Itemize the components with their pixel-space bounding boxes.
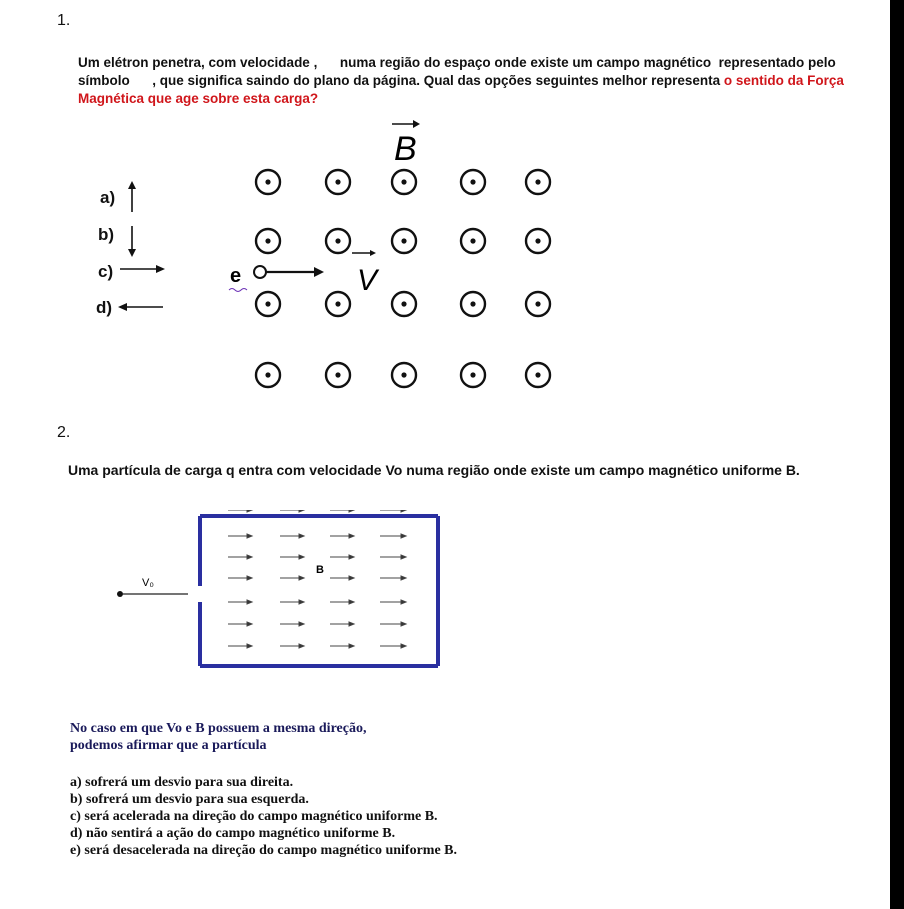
option-d-label: d) bbox=[96, 298, 113, 317]
down-arrow-icon bbox=[125, 224, 139, 258]
field-out-icon bbox=[392, 292, 416, 316]
v0-label: V₀ bbox=[142, 577, 154, 589]
answer-d: d) não sentirá a ação do campo magnético uniforme B. bbox=[70, 826, 396, 841]
right-edge-bar bbox=[890, 0, 904, 909]
field-out-icon bbox=[526, 363, 550, 387]
question-2-number: 2. bbox=[57, 424, 71, 441]
field-out-icon bbox=[392, 363, 416, 387]
q1-line3: Magnética que age sobre esta carga? bbox=[78, 91, 319, 106]
field-out-icon bbox=[326, 292, 350, 316]
field-lines bbox=[228, 510, 406, 648]
field-out-icon bbox=[526, 170, 550, 194]
question-1-text bbox=[78, 54, 844, 108]
answer-b: b) sofrerá um desvio para sua esquerda. bbox=[70, 792, 309, 807]
field-out-icon bbox=[326, 229, 350, 253]
field-out-icon bbox=[256, 363, 280, 387]
field-out-icon bbox=[256, 292, 280, 316]
field-out-icon bbox=[392, 170, 416, 194]
magnetic-field-diagram bbox=[220, 110, 580, 400]
field-out-icon bbox=[256, 170, 280, 194]
option-a-label: a) bbox=[100, 188, 116, 207]
q1-line2 bbox=[78, 72, 844, 90]
q1-line1: Um elétron penetra, com velocidade , numa região do espaço onde existe um campo magnético representado pelo bbox=[78, 55, 836, 70]
answer-e: e) será desacelerada na direção do campo magnético uniforme B. bbox=[70, 843, 458, 858]
answer-c: c) será acelerada na direção do campo magnético uniforme B. bbox=[70, 809, 438, 824]
field-out-icon bbox=[461, 229, 485, 253]
question-1-number: 1. bbox=[57, 12, 71, 29]
option-b-label: b) bbox=[98, 225, 115, 244]
field-out-icon bbox=[461, 292, 485, 316]
option-c-label: c) bbox=[98, 262, 114, 281]
q2-intro-line1: No caso em que Vo e B possuem a mesma direção, bbox=[70, 721, 367, 736]
electron-icon bbox=[254, 266, 266, 278]
field-out-icon bbox=[326, 363, 350, 387]
electron-label: e bbox=[230, 265, 242, 287]
left-arrow-icon bbox=[117, 300, 165, 314]
b-vector-label: B bbox=[394, 130, 417, 168]
question-2-text: Uma partícula de carga q entra com velocidade Vo numa região onde existe um campo magnético uniforme B. bbox=[68, 462, 800, 478]
q1-line2-red: o sentido da Força bbox=[720, 73, 844, 88]
field-out-icon bbox=[256, 229, 280, 253]
field-out-icon bbox=[392, 229, 416, 253]
field-out-icon bbox=[326, 170, 350, 194]
q2-intro-line2: podemos afirmar que a partícula bbox=[70, 738, 267, 753]
answer-a: a) sofrerá um desvio para sua direita. bbox=[70, 775, 294, 790]
uniform-field-diagram bbox=[108, 510, 443, 670]
velocity-label: V bbox=[357, 264, 378, 297]
field-out-icon bbox=[526, 292, 550, 316]
field-out-icon bbox=[461, 170, 485, 194]
q1-line2-black: símbolo , que significa saindo do plano da página. Qual das opções seguintes melhor representa bbox=[78, 73, 721, 88]
b-label: B bbox=[316, 564, 324, 576]
right-arrow-icon bbox=[118, 262, 166, 276]
question-2-answers bbox=[70, 720, 457, 859]
field-out-icon bbox=[526, 229, 550, 253]
field-out-icon bbox=[461, 363, 485, 387]
up-arrow-icon bbox=[125, 180, 139, 214]
